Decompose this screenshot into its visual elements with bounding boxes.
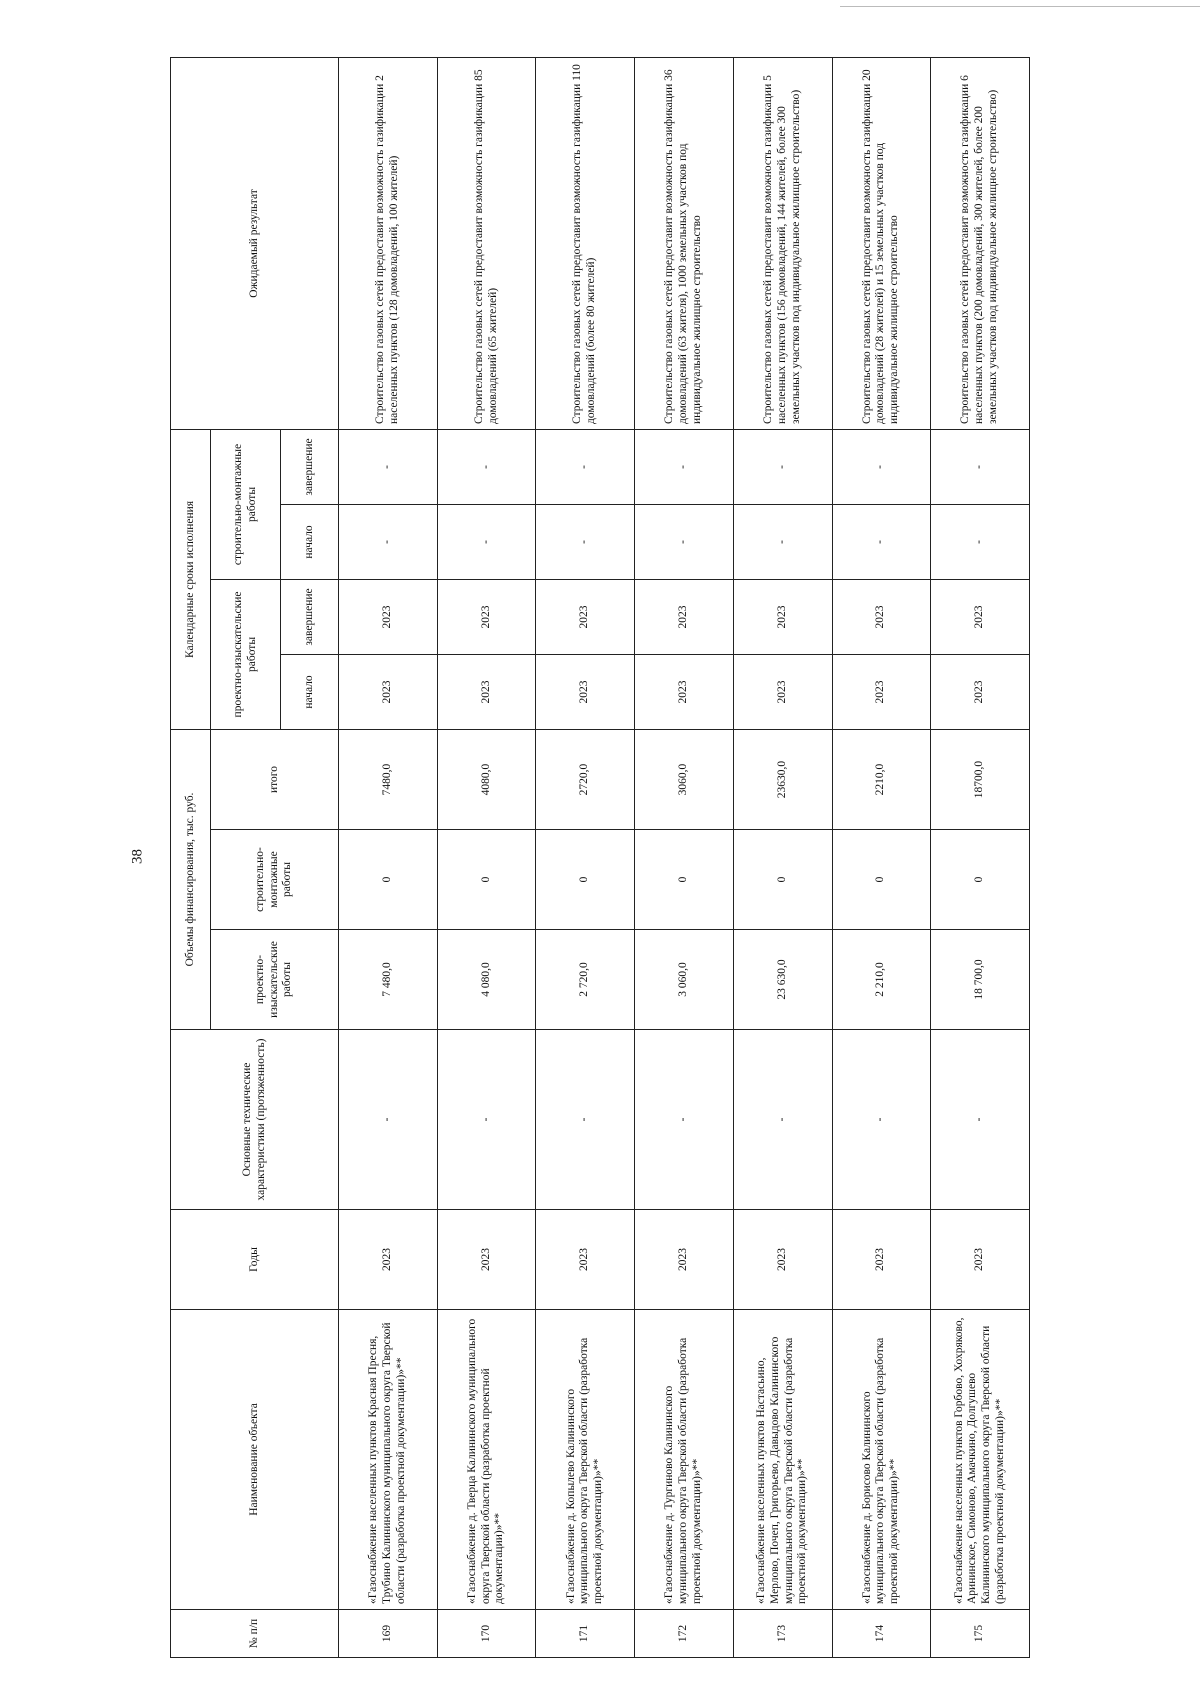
cell-tech: - — [832, 1030, 931, 1210]
cell-total: 18700,0 — [931, 729, 1030, 829]
cell-tech: - — [733, 1030, 832, 1210]
cell-design-start: 2023 — [733, 654, 832, 729]
table-header — [171, 57, 339, 1657]
header-result: Ожидаемый результат — [171, 57, 339, 429]
cell-design-end: 2023 — [339, 579, 438, 654]
header-tech: Основные технические характеристики (протяженность) — [171, 1030, 339, 1210]
cell-design-start: 2023 — [437, 654, 536, 729]
cell-total: 4080,0 — [437, 729, 536, 829]
header-financing: Объемы финансирования, тыс. руб. — [171, 729, 211, 1029]
header-total: итого — [211, 729, 339, 829]
cell-num: 171 — [536, 1610, 635, 1658]
header-constr-end: завершение — [281, 429, 339, 504]
cell-total: 2210,0 — [832, 729, 931, 829]
cell-design-start: 2023 — [635, 654, 734, 729]
cell-num: 173 — [733, 1610, 832, 1658]
table-row — [832, 57, 931, 1657]
cell-design-end: 2023 — [437, 579, 536, 654]
cell-constr-start: - — [635, 504, 734, 579]
cell-tech: - — [635, 1030, 734, 1210]
cell-total: 3060,0 — [635, 729, 734, 829]
header-name: Наименование объекта — [171, 1310, 339, 1610]
cell-constr-start: - — [733, 504, 832, 579]
cell-year: 2023 — [635, 1210, 734, 1310]
cell-name: «Газоснабжение д. Тургиново Калининского муниципального округа Тверской области (разработка проектной документации)»** — [635, 1310, 734, 1610]
cell-total: 7480,0 — [339, 729, 438, 829]
cell-year: 2023 — [437, 1210, 536, 1310]
cell-constr-end: - — [339, 429, 438, 504]
cell-design-end: 2023 — [635, 579, 734, 654]
cell-year: 2023 — [536, 1210, 635, 1310]
cell-constr-start: - — [832, 504, 931, 579]
cell-tech: - — [536, 1030, 635, 1210]
header-construction-period: строительно-монтажные работы — [211, 429, 281, 579]
cell-construction-cost: 0 — [635, 830, 734, 930]
header-design-end: завершение — [281, 579, 339, 654]
cell-num: 170 — [437, 1610, 536, 1658]
cell-constr-start: - — [339, 504, 438, 579]
cell-result: Строительство газовых сетей предоставит возможность газификации 85 домовладений (65 жителей) — [437, 57, 536, 429]
cell-design-cost: 4 080,0 — [437, 930, 536, 1030]
header-construction-works: строительно-монтажные работы — [211, 830, 339, 930]
cell-construction-cost: 0 — [536, 830, 635, 930]
table-row — [733, 57, 832, 1657]
table-row — [437, 57, 536, 1657]
cell-design-start: 2023 — [536, 654, 635, 729]
cell-design-cost: 7 480,0 — [339, 930, 438, 1030]
header-design-period: проектно-изыскательские работы — [211, 579, 281, 729]
cell-design-cost: 2 720,0 — [536, 930, 635, 1030]
cell-design-cost: 3 060,0 — [635, 930, 734, 1030]
cell-name: «Газоснабжение д. Борисово Калининского муниципального округа Тверской области (разработка проектной документации)»** — [832, 1310, 931, 1610]
cell-constr-end: - — [635, 429, 734, 504]
header-num: № п/п — [171, 1610, 339, 1658]
cell-construction-cost: 0 — [339, 830, 438, 930]
cell-design-end: 2023 — [832, 579, 931, 654]
cell-construction-cost: 0 — [832, 830, 931, 930]
cell-total: 23630,0 — [733, 729, 832, 829]
cell-year: 2023 — [931, 1210, 1030, 1310]
cell-num: 169 — [339, 1610, 438, 1658]
cell-constr-end: - — [733, 429, 832, 504]
cell-tech: - — [931, 1030, 1030, 1210]
cell-constr-start: - — [536, 504, 635, 579]
rotated-table-wrapper — [170, 58, 1030, 1658]
cell-num: 174 — [832, 1610, 931, 1658]
cell-year: 2023 — [733, 1210, 832, 1310]
cell-constr-end: - — [832, 429, 931, 504]
cell-result: Строительство газовых сетей предоставит возможность газификации 20 домовладений (28 жителей) и 15 земельных участков под индивидуальное жилищное строительство — [832, 57, 931, 429]
cell-name: «Газоснабжение д. Копылево Калининского муниципального округа Тверской области (разработка проектной документации)»** — [536, 1310, 635, 1610]
cell-num: 172 — [635, 1610, 734, 1658]
cell-result: Строительство газовых сетей предоставит возможность газификации 2 населенных пунктов (128 домовладений, 100 жителей) — [339, 57, 438, 429]
table-row — [339, 57, 438, 1657]
cell-year: 2023 — [339, 1210, 438, 1310]
table-row — [536, 57, 635, 1657]
cell-name: «Газоснабжение населенных пунктов Горбово, Хохряково, Арининское, Симоново, Амачкино, Долгушево Калининского муниципального округа Тверской области (разработка проектной документации)»** — [931, 1310, 1030, 1610]
header-constr-start: начало — [281, 504, 339, 579]
cell-construction-cost: 0 — [733, 830, 832, 930]
header-schedule: Календарные сроки исполнения — [171, 429, 211, 729]
cell-design-cost: 23 630,0 — [733, 930, 832, 1030]
cell-design-start: 2023 — [339, 654, 438, 729]
cell-design-end: 2023 — [733, 579, 832, 654]
cell-constr-end: - — [536, 429, 635, 504]
cell-construction-cost: 0 — [437, 830, 536, 930]
cell-tech: - — [339, 1030, 438, 1210]
cell-design-cost: 2 210,0 — [832, 930, 931, 1030]
table-body — [339, 57, 1030, 1657]
financing-table — [170, 57, 1030, 1658]
cell-design-end: 2023 — [536, 579, 635, 654]
table-row — [635, 57, 734, 1657]
cell-year: 2023 — [832, 1210, 931, 1310]
cell-name: «Газоснабжение населенных пунктов Настасьино, Мерлово, Почеп, Григорьево, Давыдово Калининского муниципального округа Тверской области (разработка проектной документации)»** — [733, 1310, 832, 1610]
cell-design-cost: 18 700,0 — [931, 930, 1030, 1030]
cell-constr-end: - — [931, 429, 1030, 504]
header-design-start: начало — [281, 654, 339, 729]
cell-constr-end: - — [437, 429, 536, 504]
header-design-works: проектно-изыскательские работы — [211, 930, 339, 1030]
cell-name: «Газоснабжение населенных пунктов Красная Пресня, Трубино Калининского муниципального округа Тверской области (разработка проектной документации)»** — [339, 1310, 438, 1610]
cell-design-start: 2023 — [931, 654, 1030, 729]
cell-total: 2720,0 — [536, 729, 635, 829]
cell-result: Строительство газовых сетей предоставит возможность газификации 6 населенных пунктов (200 домовладений, 300 жителей, более 200 земельных участков под индивидуальное жилищное строительство) — [931, 57, 1030, 429]
cell-num: 175 — [931, 1610, 1030, 1658]
cell-design-start: 2023 — [832, 654, 931, 729]
cell-tech: - — [437, 1030, 536, 1210]
cell-result: Строительство газовых сетей предоставит возможность газификации 5 населенных пунктов (156 домовладений, 144 жителей, более 300 земельных участков под индивидуальное жилищное строительство) — [733, 57, 832, 429]
cell-result: Строительство газовых сетей предоставит возможность газификации 36 домовладений (63 жителя), 1000 земельных участков под индивидуальное жилищное строительство — [635, 57, 734, 429]
cell-constr-start: - — [437, 504, 536, 579]
cell-constr-start: - — [931, 504, 1030, 579]
header-years: Годы — [171, 1210, 339, 1310]
cell-construction-cost: 0 — [931, 830, 1030, 930]
cell-result: Строительство газовых сетей предоставит возможность газификации 110 домовладений (более 80 жителей) — [536, 57, 635, 429]
table-row — [931, 57, 1030, 1657]
page-number: 38 — [129, 849, 146, 864]
cell-name: «Газоснабжение д. Тверца Калининского муниципального округа Тверской области (разработка проектной документации)»** — [437, 1310, 536, 1610]
cell-design-end: 2023 — [931, 579, 1030, 654]
